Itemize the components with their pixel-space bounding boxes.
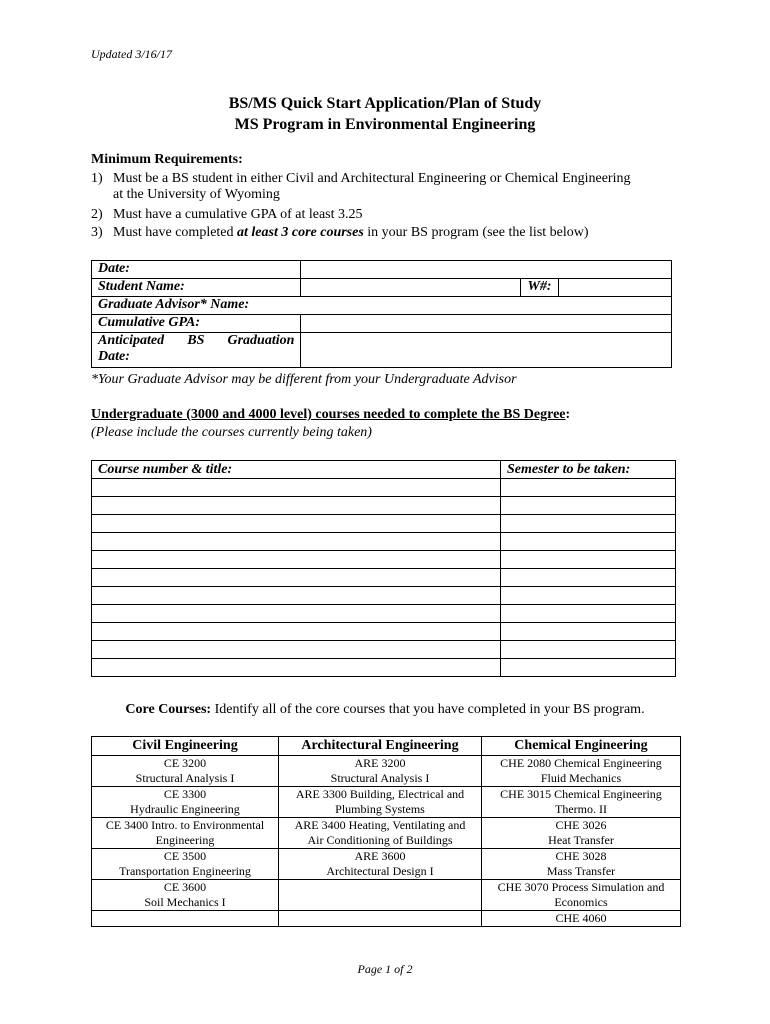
core-course-cell[interactable] [279,911,482,927]
course-title: Transportation Engineering [119,864,251,878]
table-row [92,641,676,659]
undergrad-heading [91,407,570,423]
core-course-cell[interactable] [92,818,279,849]
table-row [92,587,676,605]
course-cell[interactable] [92,551,501,569]
gpa-field[interactable] [301,315,672,333]
requirement-emphasis: at least 3 core courses [237,225,364,240]
course-cell[interactable] [92,479,501,497]
course-cell[interactable] [92,533,501,551]
core-courses-heading-text: Identify all of the core courses that you have completed in your BS program. [211,702,645,717]
student-name-field[interactable] [301,279,521,297]
course-cell[interactable] [92,641,501,659]
requirement-number: 1) [91,171,103,186]
student-name-label: Student Name: [92,279,301,297]
requirement-number: 2) [91,207,103,222]
course-title: Soil Mechanics I [144,895,226,909]
core-course-cell[interactable] [279,787,482,818]
course-title: Plumbing Systems [335,802,425,816]
advisor-label: Graduate Advisor* Name: [92,297,672,315]
semester-cell[interactable] [501,605,676,623]
table-row [92,787,681,818]
core-courses-heading [0,702,770,718]
course-code: CE 3200 [163,756,207,770]
course-code: CHE 4060 [555,911,607,925]
semester-cell[interactable] [501,479,676,497]
table-row [92,479,676,497]
semester-cell[interactable] [501,533,676,551]
course-cell[interactable] [92,497,501,515]
advisor-note: *Your Graduate Advisor may be different from your Undergraduate Advisor [91,372,517,387]
document-title: BS/MS Quick Start Application/Plan of Study [228,95,542,112]
requirement-number: 3) [91,225,103,240]
course-title: Mass Transfer [546,864,616,878]
undergrad-heading-colon: : [565,407,571,422]
semester-cell[interactable] [501,587,676,605]
gpa-label: Cumulative GPA: [92,315,301,333]
date-label: Date: [92,261,301,279]
core-course-cell[interactable] [92,756,279,787]
course-code: ARE 3400 Heating, Ventilating and [294,818,466,832]
table-row [92,497,676,515]
core-course-cell[interactable] [92,911,279,927]
course-code: CE 3500 [163,849,207,863]
semester-cell[interactable] [501,515,676,533]
course-column-header: Course number & title: [92,461,501,479]
architectural-column-header: Architectural Engineering [279,737,482,756]
requirement-text-end: in your BS program (see the list below) [363,225,589,240]
core-course-cell[interactable] [279,880,482,911]
graduation-date-field[interactable] [301,333,672,368]
table-row [92,515,676,533]
table-row [92,659,676,677]
course-title: Fluid Mechanics [540,771,622,785]
course-title: Economics [554,895,608,909]
requirement-3 [91,225,589,241]
semester-cell[interactable] [501,569,676,587]
semester-cell[interactable] [501,659,676,677]
course-cell[interactable] [92,605,501,623]
table-row [92,623,676,641]
graduation-date-label [92,333,301,368]
chemical-column-header: Chemical Engineering [482,737,681,756]
graduation-label-line2: Date: [98,349,130,364]
table-row [92,569,676,587]
table-row [92,756,681,787]
core-course-cell[interactable] [482,756,681,787]
course-cell[interactable] [92,515,501,533]
course-code: CHE 3070 Process Simulation and [497,880,665,894]
requirement-text: Must be a BS student in either Civil and Architectural Engineering or Chemical Engineering [113,171,631,186]
course-cell[interactable] [92,587,501,605]
course-code: CE 3300 [163,787,207,801]
course-code: ARE 3200 [354,756,406,770]
core-course-cell[interactable] [482,911,681,927]
core-course-cell[interactable] [279,756,482,787]
core-course-cell[interactable] [482,818,681,849]
course-cell[interactable] [92,623,501,641]
requirement-text: Must have completed [113,225,238,240]
requirement-text: Must have a cumulative GPA of at least 3.25 [113,207,363,222]
core-course-cell[interactable] [482,849,681,880]
course-title: Structural Analysis I [330,771,430,785]
course-code: ARE 3300 Building, Electrical and [295,787,465,801]
requirement-text-cont: at the University of Wyoming [113,187,280,202]
course-title: Heat Transfer [548,833,614,847]
table-row [92,605,676,623]
course-code: CHE 3026 [555,818,607,832]
student-info-form [91,260,672,368]
course-title: Thermo. II [555,802,607,816]
semester-cell[interactable] [501,497,676,515]
course-code: CE 3600 [163,880,207,894]
course-cell[interactable] [92,659,501,677]
semester-cell[interactable] [501,641,676,659]
course-code: CHE 2080 Chemical Engineering [500,756,662,770]
requirement-2 [91,207,363,223]
table-header-row [92,461,676,479]
core-course-cell[interactable] [482,880,681,911]
core-course-cell[interactable] [92,849,279,880]
core-course-cell[interactable] [92,880,279,911]
core-course-cell[interactable] [279,849,482,880]
table-row [92,551,676,569]
course-title: Air Conditioning of Buildings [307,833,453,847]
course-title: Structural Analysis I [135,771,235,785]
undergrad-heading-text: Undergraduate (3000 and 4000 level) courses needed to complete the BS Degree [91,407,566,422]
table-row [92,533,676,551]
table-row [92,911,681,927]
updated-date: Updated 3/16/17 [91,47,172,61]
wnum-field[interactable] [558,279,671,297]
semester-column-header: Semester to be taken: [501,461,676,479]
table-row [92,849,681,880]
semester-cell[interactable] [501,551,676,569]
core-course-cell[interactable] [92,787,279,818]
table-header-row [92,737,681,756]
core-courses-heading-bold: Core Courses: [125,702,212,717]
core-courses-table [91,736,681,927]
requirement-1 [91,171,681,203]
course-title: Architectural Design I [326,864,434,878]
course-code: CHE 3028 [555,849,607,863]
wnum-label: W#: [521,279,558,297]
course-code: CE 3400 Intro. to Environmental [105,818,265,832]
undergrad-courses-table [91,460,676,677]
course-title: Hydraulic Engineering [130,802,240,816]
course-cell[interactable] [92,569,501,587]
semester-cell[interactable] [501,623,676,641]
undergrad-subheading: (Please include the courses currently being taken) [91,425,372,440]
date-field[interactable] [301,261,672,279]
civil-column-header: Civil Engineering [92,737,279,756]
table-row [92,818,681,849]
core-course-cell[interactable] [482,787,681,818]
min-requirements-heading: Minimum Requirements: [91,152,243,167]
graduation-label-line1: Anticipated BS Graduation [98,333,295,348]
course-title: Engineering [155,833,215,847]
page-number: Page 1 of 2 [357,962,413,976]
table-row [92,880,681,911]
core-course-cell[interactable] [279,818,482,849]
course-code: ARE 3600 [354,849,406,863]
document-subtitle: MS Program in Environmental Engineering [234,116,536,133]
course-code: CHE 3015 Chemical Engineering [500,787,662,801]
